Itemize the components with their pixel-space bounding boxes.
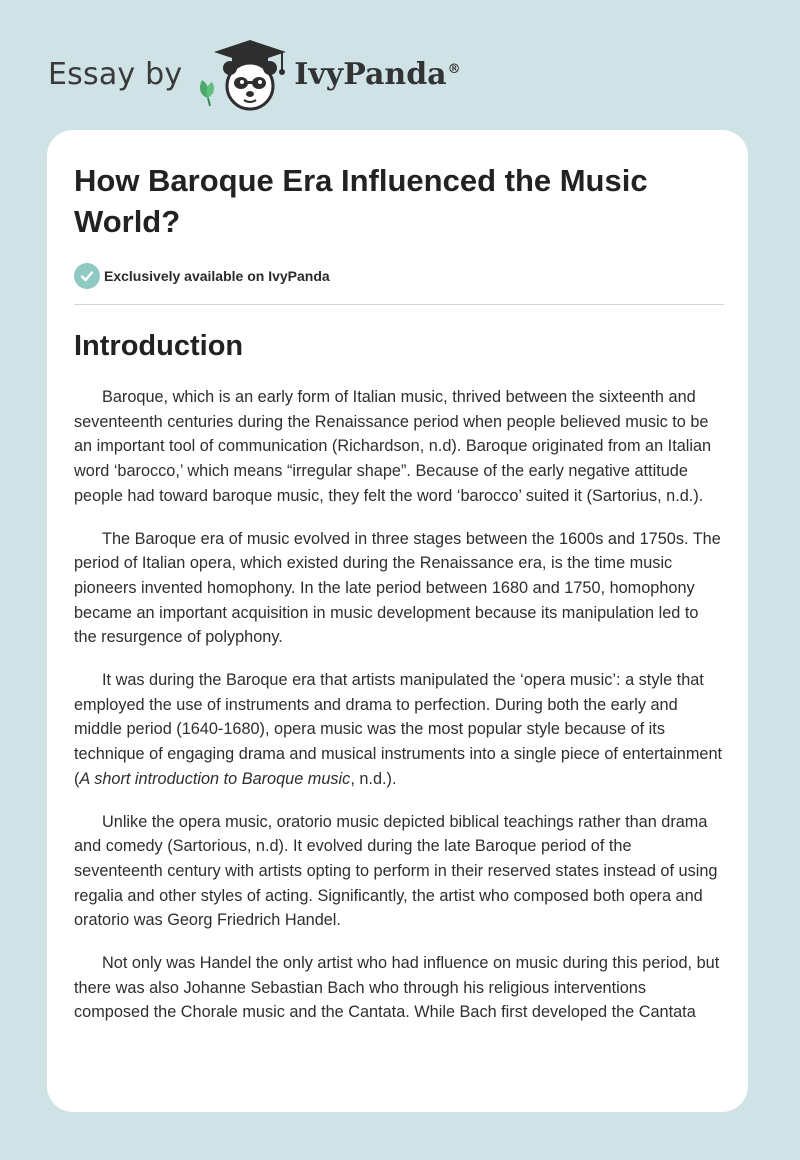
- paragraph-5: Not only was Handel the only artist who had influence on music during this period, but there was also Johanne Sebastian Bach who through his religious interventions composed the Chorale music and the Cantata. While Bach first developed the Cantata: [74, 954, 720, 1022]
- registered-mark: ®: [447, 61, 461, 77]
- divider: [74, 304, 724, 305]
- essay-card: [47, 130, 748, 1112]
- panda-graduate-icon: [196, 36, 288, 112]
- page-title: How Baroque Era Influenced the Music World?: [74, 163, 648, 239]
- paragraph-3: It was during the Baroque era that artists manipulated the ‘opera music’: a style that employed the use of instruments and drama to perfection. During both the early and middle period (1640-1680), opera music was the most popular style because of its technique of engaging drama and musical instruments into a single piece of entertainment (A short introduction to Baroque music, n.d.).: [74, 671, 723, 788]
- exclusive-label: Exclusively available on IvyPanda: [104, 268, 330, 284]
- leaf-icon: [200, 80, 214, 106]
- exclusive-badge: [74, 262, 724, 290]
- essay-content: [74, 160, 724, 1025]
- paragraph-1: Baroque, which is an early form of Italian music, thrived between the sixteenth and seventeenth centuries during the Renaissance period when people believed music to be an important tool of communication (Richardson, n.d). Baroque originated from an Italian word ‘barocco,’ which means “irregular shape”. Because of the early negative attitude people had toward baroque music, they felt the word ‘barocco’ suited it (Sartorius, n.d.).: [74, 388, 712, 505]
- paragraph-4: Unlike the opera music, oratorio music depicted biblical teachings rather than drama and comedy (Sartorious, n.d). It evolved during the late Baroque period of the seventeenth century with artists opting to perform in their reserved states instead of using regalia and other styles of acting. Significantly, the artist who composed both opera and oratorio was Georg Friedrich Handel.: [74, 812, 718, 930]
- paragraph-2: The Baroque era of music evolved in three stages between the 1600s and 1750s. The period of Italian opera, which existed during the Renaissance era, is the time music pioneers invented homophony. In the late period between 1680 and 1750, homophony became an important acquisition in music development because its manipulation led to the resurgence of polyphony.: [74, 529, 721, 647]
- check-icon: [74, 263, 100, 289]
- brand-name: IvyPanda®: [294, 56, 461, 92]
- essay-by-label: Essay by: [48, 56, 183, 92]
- section-heading: Introduction: [74, 330, 244, 362]
- brand-header: [48, 34, 461, 114]
- cited-title: A short introduction to Baroque music: [79, 769, 351, 788]
